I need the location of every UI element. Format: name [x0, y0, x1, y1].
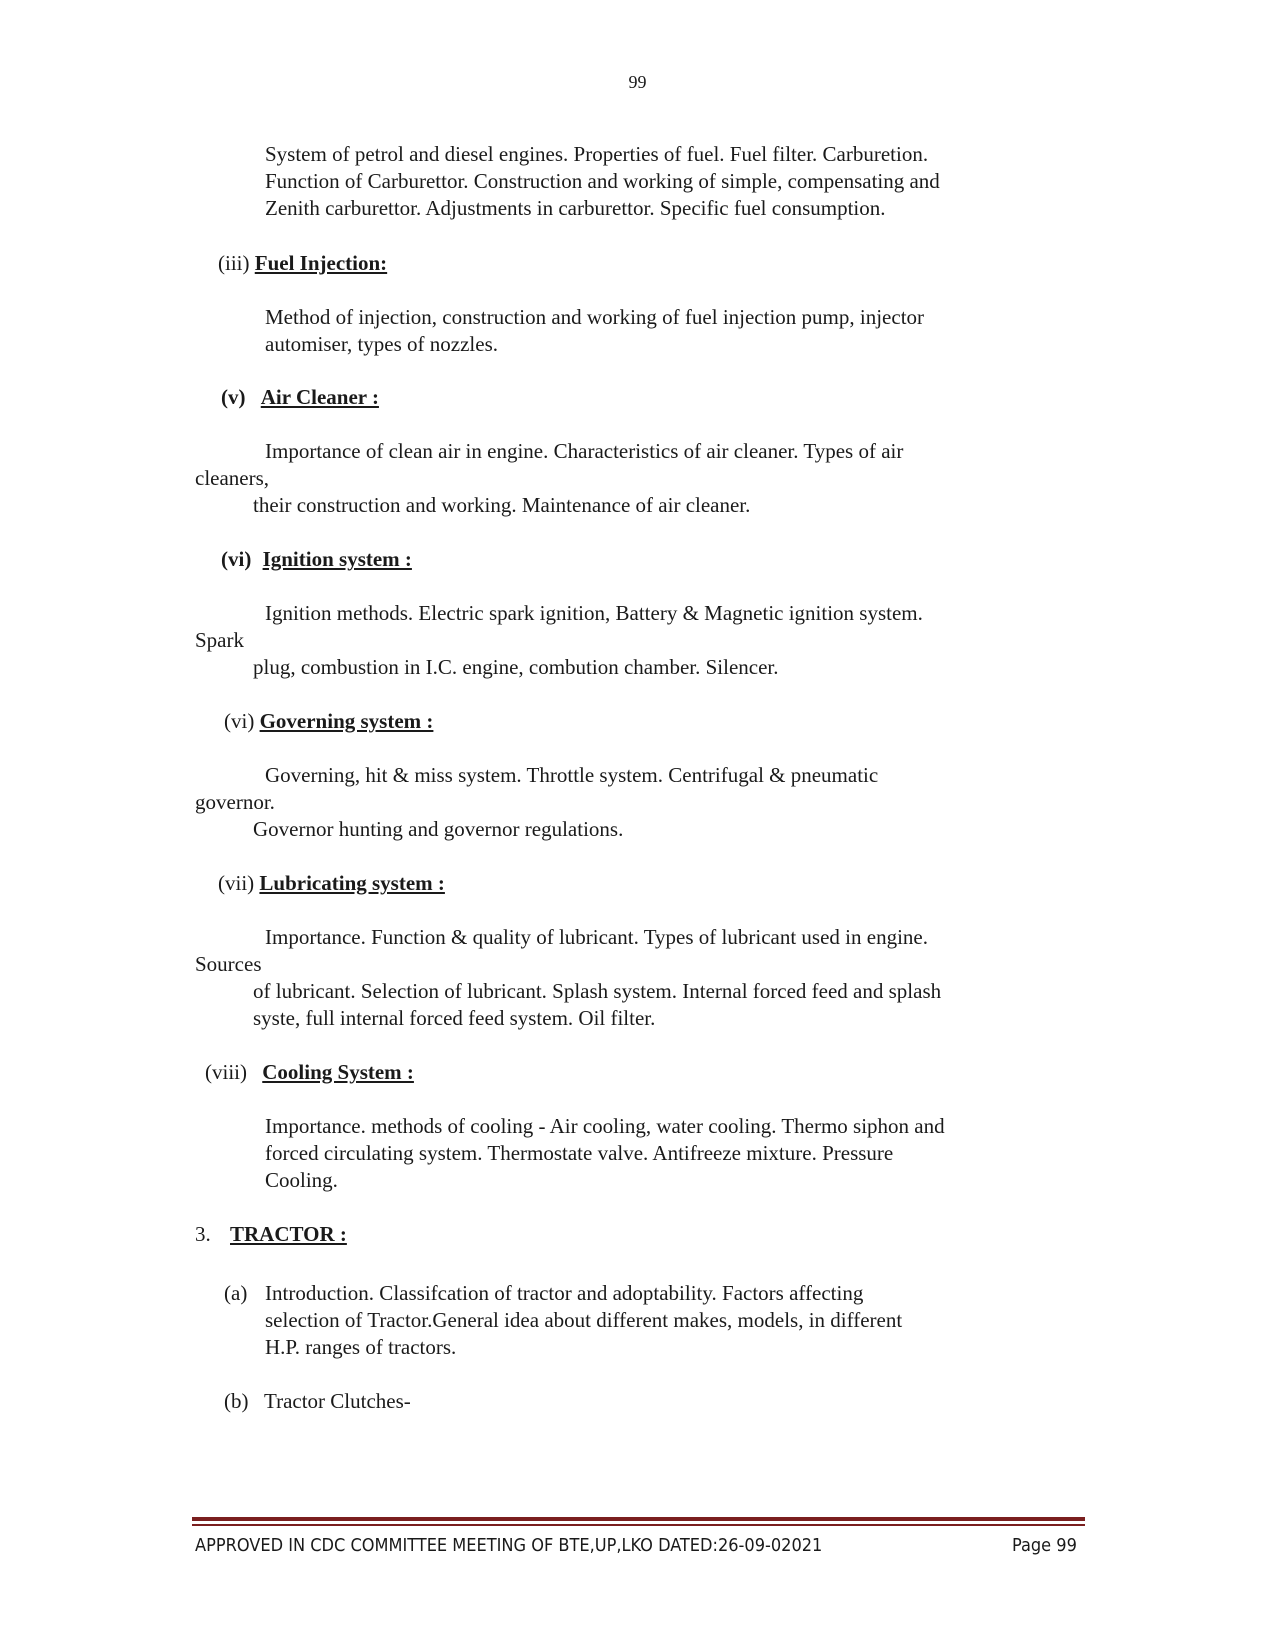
section-marker: (iii) — [218, 251, 250, 275]
section-paragraph — [253, 978, 1079, 1032]
section-heading — [218, 870, 445, 897]
section-heading — [218, 250, 387, 277]
section-marker: 3. — [195, 1222, 211, 1246]
section-title: Governing system : — [259, 709, 434, 733]
text-line: Introduction. Classifcation of tractor and adoptability. Factors affecting — [265, 1281, 864, 1305]
item-marker: (a) — [224, 1281, 248, 1305]
section-paragraph — [265, 924, 1079, 951]
text-line: their construction and working. Maintenance of air cleaner. — [253, 493, 751, 517]
text-line: Sources — [195, 952, 262, 976]
text-line: Importance. Function & quality of lubricant. Types of lubricant used in engine. — [265, 925, 928, 949]
text-line: H.P. ranges of tractors. — [265, 1335, 457, 1359]
text-line: selection of Tractor.General idea about different makes, models, in different — [265, 1308, 903, 1332]
text-line: Spark — [195, 628, 244, 652]
footer-divider — [192, 1517, 1085, 1521]
section-heading — [195, 1221, 347, 1248]
section-paragraph — [265, 600, 1079, 627]
text-line: cleaners, — [195, 466, 270, 490]
text-line: Ignition methods. Electric spark ignition, Battery & Magnetic ignition system. — [265, 601, 923, 625]
page-number: 99 — [628, 72, 647, 92]
section-title: Lubricating system : — [259, 871, 445, 895]
text-line: Importance of clean air in engine. Characteristics of air cleaner. Types of air — [265, 439, 904, 463]
item-paragraph — [265, 1280, 1079, 1361]
section-heading — [221, 384, 379, 411]
text-line: Method of injection, construction and working of fuel injection pump, injector — [265, 305, 925, 329]
section-title: Air Cleaner : — [260, 385, 379, 409]
text-line: governor. — [195, 790, 275, 814]
text-line: Importance. methods of cooling - Air cooling, water cooling. Thermo siphon and — [265, 1114, 945, 1138]
text-line: Governor hunting and governor regulations. — [253, 817, 624, 841]
section-title: TRACTOR : — [230, 1222, 347, 1246]
section-heading — [205, 1059, 414, 1086]
section-title: Fuel Injection: — [254, 251, 388, 275]
text-line: Cooling. — [265, 1168, 338, 1192]
text-line: Zenith carburettor. Adjustments in carburettor. Specific fuel consumption. — [265, 196, 886, 220]
text-line: Governing, hit & miss system. Throttle system. Centrifugal & pneumatic — [265, 763, 879, 787]
text-line: Tractor Clutches- — [264, 1389, 411, 1413]
footer-divider — [192, 1524, 1085, 1526]
section-title: Ignition system : — [262, 547, 412, 571]
footer-page-label: Page 99 — [1012, 1535, 1077, 1556]
section-title: Cooling System : — [262, 1060, 414, 1084]
section-paragraph — [265, 438, 1079, 465]
intro-paragraph — [265, 141, 1079, 222]
footer-approval-text: APPROVED IN CDC COMMITTEE MEETING OF BTE,UP,LKO DATED:26-09-02021 — [195, 1535, 823, 1556]
text-line: syste, full internal forced feed system. Oil filter. — [253, 1006, 656, 1030]
text-line: Function of Carburettor. Construction and working of simple, compensating and — [265, 169, 940, 193]
section-marker: (viii) — [205, 1060, 247, 1084]
text-line: System of petrol and diesel engines. Properties of fuel. Fuel filter. Carburetion. — [265, 142, 929, 166]
text-line: automiser, types of nozzles. — [265, 332, 499, 356]
section-marker: (vii) — [218, 871, 255, 895]
section-heading — [221, 546, 412, 573]
section-paragraph — [265, 762, 1079, 789]
section-paragraph — [265, 304, 1079, 358]
text-line: of lubricant. Selection of lubricant. Splash system. Internal forced feed and splash — [253, 979, 942, 1003]
section-marker: (vi) — [224, 709, 255, 733]
item-marker: (b) — [224, 1389, 249, 1413]
text-line: plug, combustion in I.C. engine, combution chamber. Silencer. — [253, 655, 779, 679]
section-heading — [224, 708, 433, 735]
section-marker: (v) — [221, 385, 246, 409]
section-marker: (vi) — [221, 547, 252, 571]
text-line: forced circulating system. Thermostate valve. Antifreeze mixture. Pressure — [265, 1141, 894, 1165]
section-paragraph — [265, 1113, 1079, 1194]
